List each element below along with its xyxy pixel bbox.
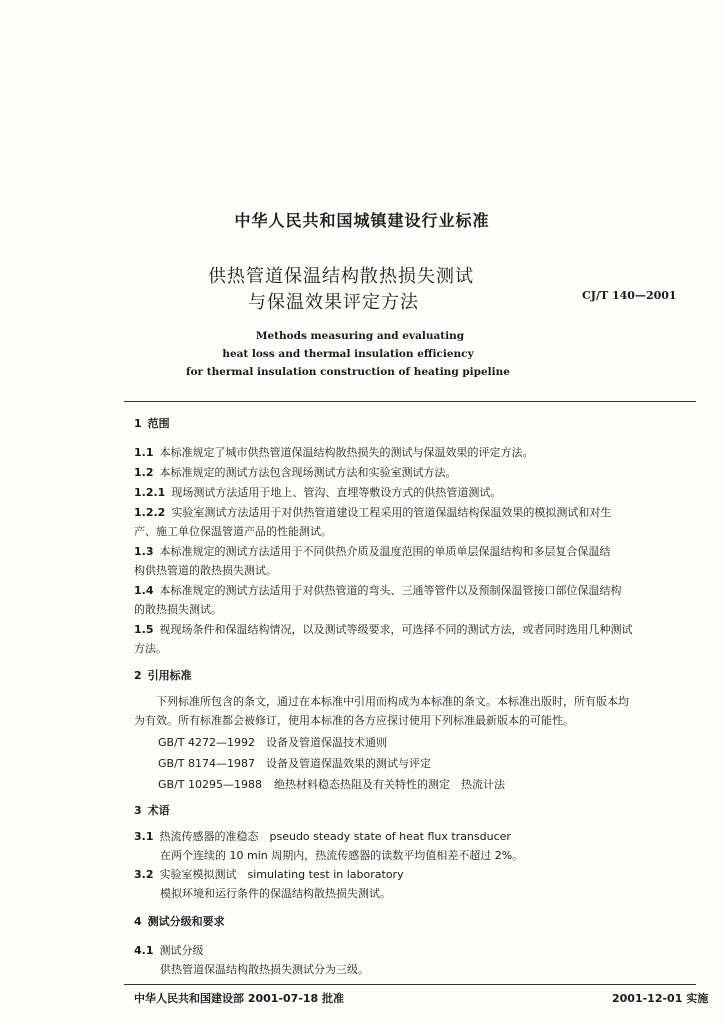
effective-date: 2001-12-01 实施 [612, 992, 709, 1005]
term-3-2-definition: 模拟环境和运行条件的保温结构散热损失测试。 [160, 887, 391, 900]
section-2-paragraph: 下列标准所包含的条文，通过在本标准中引用而构成为本标准的条文。本标准出版时，所有版本均 [156, 695, 629, 708]
reference-item: GB/T 8174—1987 设备及管道保温效果的测试与评定 [158, 757, 431, 770]
doc-title-line1: 供热管道保温结构散热损失测试 [208, 266, 474, 287]
reference-item: GB/T 4272—1992 设备及管道保温技术通则 [158, 736, 387, 749]
doc-title-line2: 与保温效果评定方法 [248, 292, 419, 313]
clause-1-4-cont: 的散热损失测试。 [134, 603, 222, 616]
standard-authority: 中华人民共和国城镇建设行业标准 [234, 211, 490, 230]
section-heading: 3 术语 [134, 804, 170, 817]
section-heading: 1 范围 [134, 417, 170, 430]
section-2-paragraph-cont: 为有效。所有标准都会被修订，使用本标准的各方应探讨使用下列标准最新版本的可能性。 [134, 714, 574, 727]
clause-1-3-cont: 构供热管道的散热损失测试。 [134, 564, 277, 577]
section-heading: 2 引用标准 [134, 669, 192, 682]
clause-1-1: 1.1 本标准规定了城市供热管道保温结构散热损失的测试与保温效果的评定方法。 [134, 446, 534, 459]
reference-item: GB/T 10295—1988 绝热材料稳态热阻及有关特性的测定 热流计法 [158, 778, 505, 791]
clause-4-1: 4.1 测试分级 [134, 944, 204, 957]
clause-1-2-2: 1.2.2 实验室测试方法适用于对供热管道建设工程采用的管道保温结构保温效果的模拟测试和对生 [134, 506, 612, 519]
clause-1-2-1: 1.2.1 现场测试方法适用于地上、管沟、直埋等敷设方式的供热管道测试。 [134, 486, 502, 499]
clause-1-4: 1.4 本标准规定的测试方法适用于对供热管道的弯头、三通等管件以及预制保温管接口部位保温结构 [134, 584, 622, 597]
clause-1-5-cont: 方法。 [134, 642, 167, 655]
clause-4-1-text: 供热管道保温结构散热损失测试分为三级。 [160, 963, 369, 976]
clause-1-2-2-cont: 产、施工单位保温管道产品的性能测试。 [134, 525, 332, 538]
clause-1-2: 1.2 本标准规定的测试方法包含现场测试方法和实验室测试方法。 [134, 466, 457, 479]
header-divider [124, 401, 696, 402]
footer-divider [124, 984, 696, 985]
english-title-line3: for thermal insulation construction of heating pipeline [186, 366, 510, 378]
term-3-1-definition: 在两个连续的 10 min 周期内，热流传感器的读数平均值相差不超过 2%。 [160, 849, 524, 862]
section-heading: 4 测试分级和要求 [134, 915, 225, 928]
term-3-2: 3.2 实验室模拟测试 simulating test in laboratory [134, 868, 404, 881]
english-title-line1: Methods measuring and evaluating [255, 330, 465, 342]
term-3-1: 3.1 热流传感器的准稳态 pseudo steady state of heat flux transducer [134, 830, 511, 843]
approval-date: 中华人民共和国建设部 2001-07-18 批准 [134, 992, 345, 1005]
standard-code: CJ/T 140—2001 [582, 289, 677, 302]
english-title-line2: heat loss and thermal insulation efficiency [222, 348, 474, 360]
clause-1-5: 1.5 视现场条件和保温结构情况，以及测试等级要求，可选择不同的测试方法，或者同时选用几种测试 [134, 623, 633, 636]
clause-1-3: 1.3 本标准规定的测试方法适用于不同供热介质及温度范围的单质单层保温结构和多层复合保温结 [134, 545, 611, 558]
